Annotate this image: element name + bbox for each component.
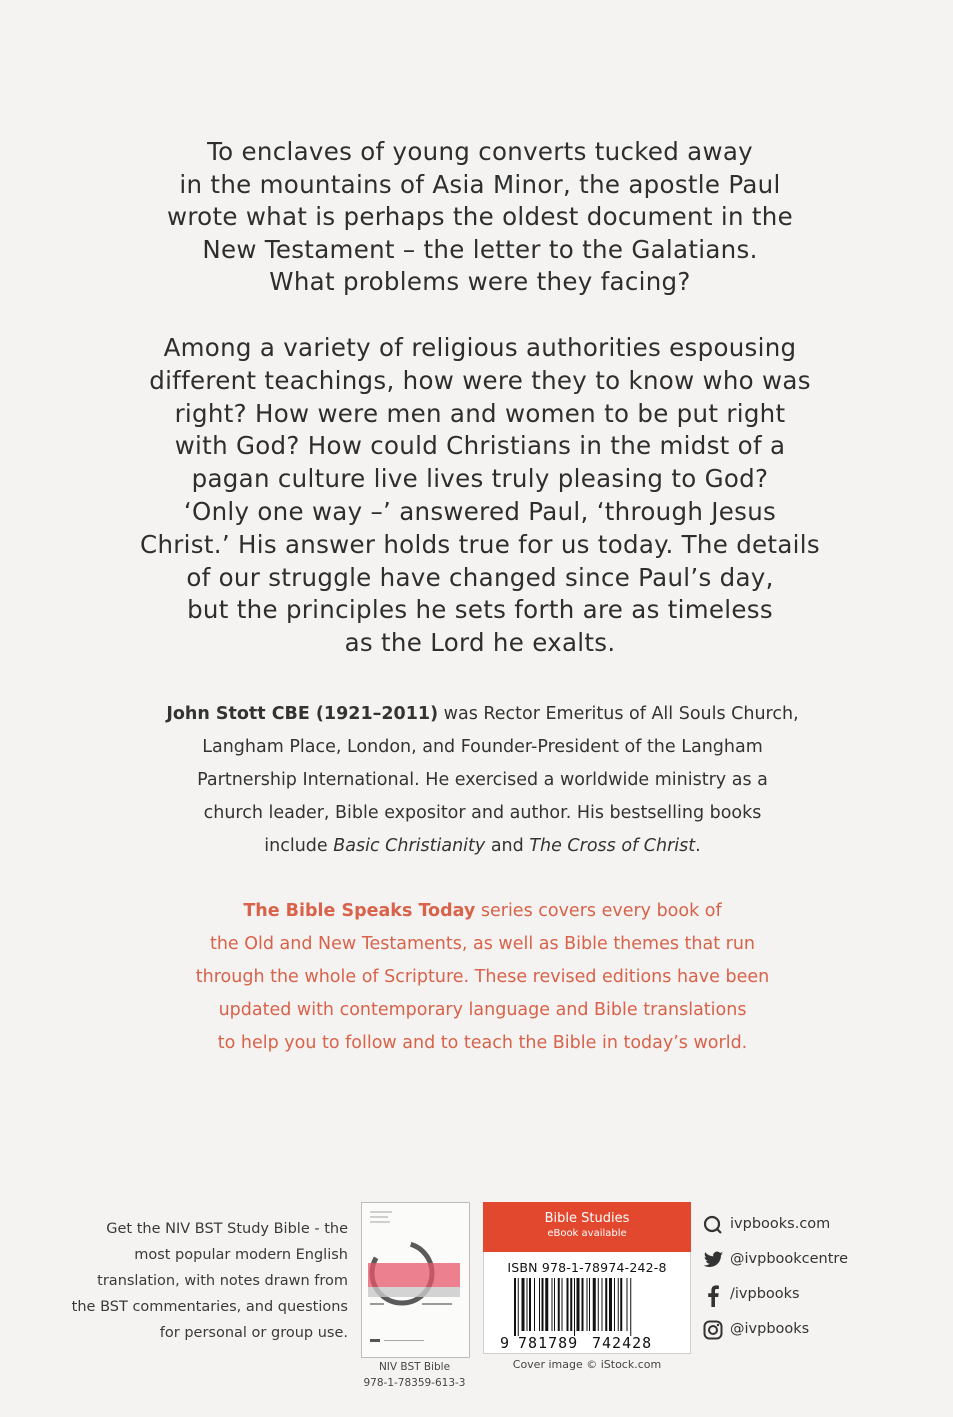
barcode-bar (620, 1278, 622, 1331)
blurb-line: with God? How could Christians in the midst of a (174, 431, 786, 461)
blurb-paragraph-1 (120, 136, 840, 299)
series-text: series covers every book of (475, 901, 722, 921)
barcode-panel (483, 1252, 691, 1354)
barcode-bar (614, 1278, 615, 1331)
twitter-label: @ivpbookcentre (730, 1251, 848, 1267)
barcode-bar (618, 1278, 619, 1331)
barcode (484, 1252, 690, 1353)
blurb-line: Christ.’ His answer holds true for us today. The details (140, 529, 820, 559)
author-name: John Stott CBE (1921–2011) (166, 704, 439, 724)
barcode-bar (527, 1278, 528, 1331)
blurb-line: as the Lord he exalts. (344, 628, 616, 658)
series-text: the Old and New Testaments, as well as Bible themes that run (209, 934, 756, 954)
blurb-line: To enclaves of young converts tucked away (207, 137, 753, 166)
blurb-line: wrote what is perhaps the oldest document in the (167, 202, 793, 232)
facebook-icon (703, 1285, 723, 1307)
barcode-bar (522, 1278, 525, 1331)
barcode-digits-right: 742428 (592, 1334, 653, 1352)
promo-line: for personal or group use. (159, 1325, 348, 1341)
barcode-bar (539, 1278, 540, 1331)
barcode-bar (529, 1278, 531, 1331)
bio-text: and (485, 836, 530, 856)
blurb-line: different teachings, how were they to know who was (149, 365, 811, 395)
facebook-label: /ivpbooks (730, 1286, 800, 1302)
blurb-paragraph-2 (110, 332, 850, 660)
barcode-digit-first: 9 (500, 1334, 510, 1352)
barcode-bar (627, 1278, 628, 1331)
category-label: Bible Studies (544, 1211, 630, 1226)
cover-credit: Cover image © iStock.com (512, 1358, 662, 1371)
study-bible-promo (40, 1216, 348, 1346)
barcode-bar (514, 1278, 516, 1336)
barcode-bar (609, 1278, 612, 1331)
study-bible-caption (352, 1359, 477, 1391)
study-bible-cover-art (362, 1203, 469, 1357)
barcode-bar (605, 1278, 607, 1331)
barcode-bar (589, 1278, 590, 1331)
blurb-line: Among a variety of religious authorities espousing (163, 333, 797, 362)
twitter-icon (703, 1250, 724, 1270)
promo-line: most popular modern English (134, 1247, 348, 1263)
bio-text: . (695, 836, 701, 856)
barcode-digits-left: 781789 (518, 1334, 579, 1352)
study-bible-cover-thumbnail (361, 1202, 470, 1358)
series-text: through the whole of Scripture. These revised editions have been (195, 967, 770, 987)
barcode-bar (534, 1278, 535, 1331)
barcode-bar (598, 1278, 599, 1331)
barcode-bar (567, 1278, 569, 1331)
barcode-bar (587, 1278, 588, 1331)
ebook-label: eBook available (547, 1228, 627, 1239)
barcode-bar (552, 1278, 553, 1331)
barcode-bar (577, 1278, 580, 1331)
promo-line: Get the NIV BST Study Bible - the (106, 1221, 348, 1237)
series-text: to help you to follow and to teach the Bible in today’s world. (217, 1033, 748, 1053)
bio-text: include (264, 836, 334, 856)
instagram-icon (703, 1320, 723, 1340)
barcode-bar (545, 1278, 548, 1331)
barcode-bar (558, 1278, 560, 1331)
barcode-bar (554, 1278, 555, 1331)
website-label: ivpbooks.com (730, 1216, 831, 1232)
promo-line: the BST commentaries, and questions (71, 1299, 348, 1315)
blurb-line: What problems were they facing? (269, 267, 691, 297)
book-title: Basic Christianity (333, 836, 486, 856)
search-icon (703, 1215, 723, 1235)
book-title: The Cross of Christ (529, 836, 696, 856)
blurb-line: New Testament – the letter to the Galatians. (202, 234, 758, 264)
series-text: updated with contemporary language and Bible translations (218, 1000, 747, 1020)
instagram-label: @ivpbooks (730, 1321, 810, 1337)
bio-text: Partnership International. He exercised a worldwide ministry as a (197, 770, 768, 790)
barcode-bar (630, 1278, 631, 1336)
barcode-bar (562, 1278, 563, 1331)
series-description (120, 895, 845, 1060)
promo-line: translation, with notes drawn from (97, 1273, 348, 1289)
blurb-line: right? How were men and women to be put right (174, 398, 786, 428)
barcode-bar (593, 1278, 596, 1331)
barcode-bar (602, 1278, 603, 1331)
blurb-line: but the principles he sets forth are as timeless (187, 595, 773, 625)
bio-text: Langham Place, London, and Founder-President of the Langham (202, 737, 763, 757)
bio-text: church leader, Bible expositor and author. His bestselling books (203, 803, 762, 823)
blurb-line: of our struggle have changed since Paul’s day, (186, 562, 774, 592)
blurb-line: pagan culture live lives truly pleasing to God? (191, 464, 769, 494)
barcode-bar (570, 1278, 572, 1331)
barcode-bar (574, 1278, 575, 1336)
barcode-bar (582, 1278, 584, 1331)
isbn-text: ISBN 978-1-78974-242-8 (507, 1260, 667, 1275)
bio-text: was Rector Emeritus of All Souls Church, (438, 704, 799, 724)
author-bio (120, 698, 845, 863)
study-bible-isbn: 978-1-78359-613-3 (363, 1377, 466, 1389)
blurb-line: ‘Only one way –’ answered Paul, ‘through Jesus (183, 496, 777, 526)
category-bar (483, 1202, 691, 1252)
blurb-line: in the mountains of Asia Minor, the apostle Paul (179, 169, 781, 199)
barcode-bar (542, 1278, 544, 1331)
study-bible-title: NIV BST Bible (378, 1361, 451, 1373)
series-name: The Bible Speaks Today (243, 901, 476, 921)
barcode-bar (518, 1278, 519, 1336)
